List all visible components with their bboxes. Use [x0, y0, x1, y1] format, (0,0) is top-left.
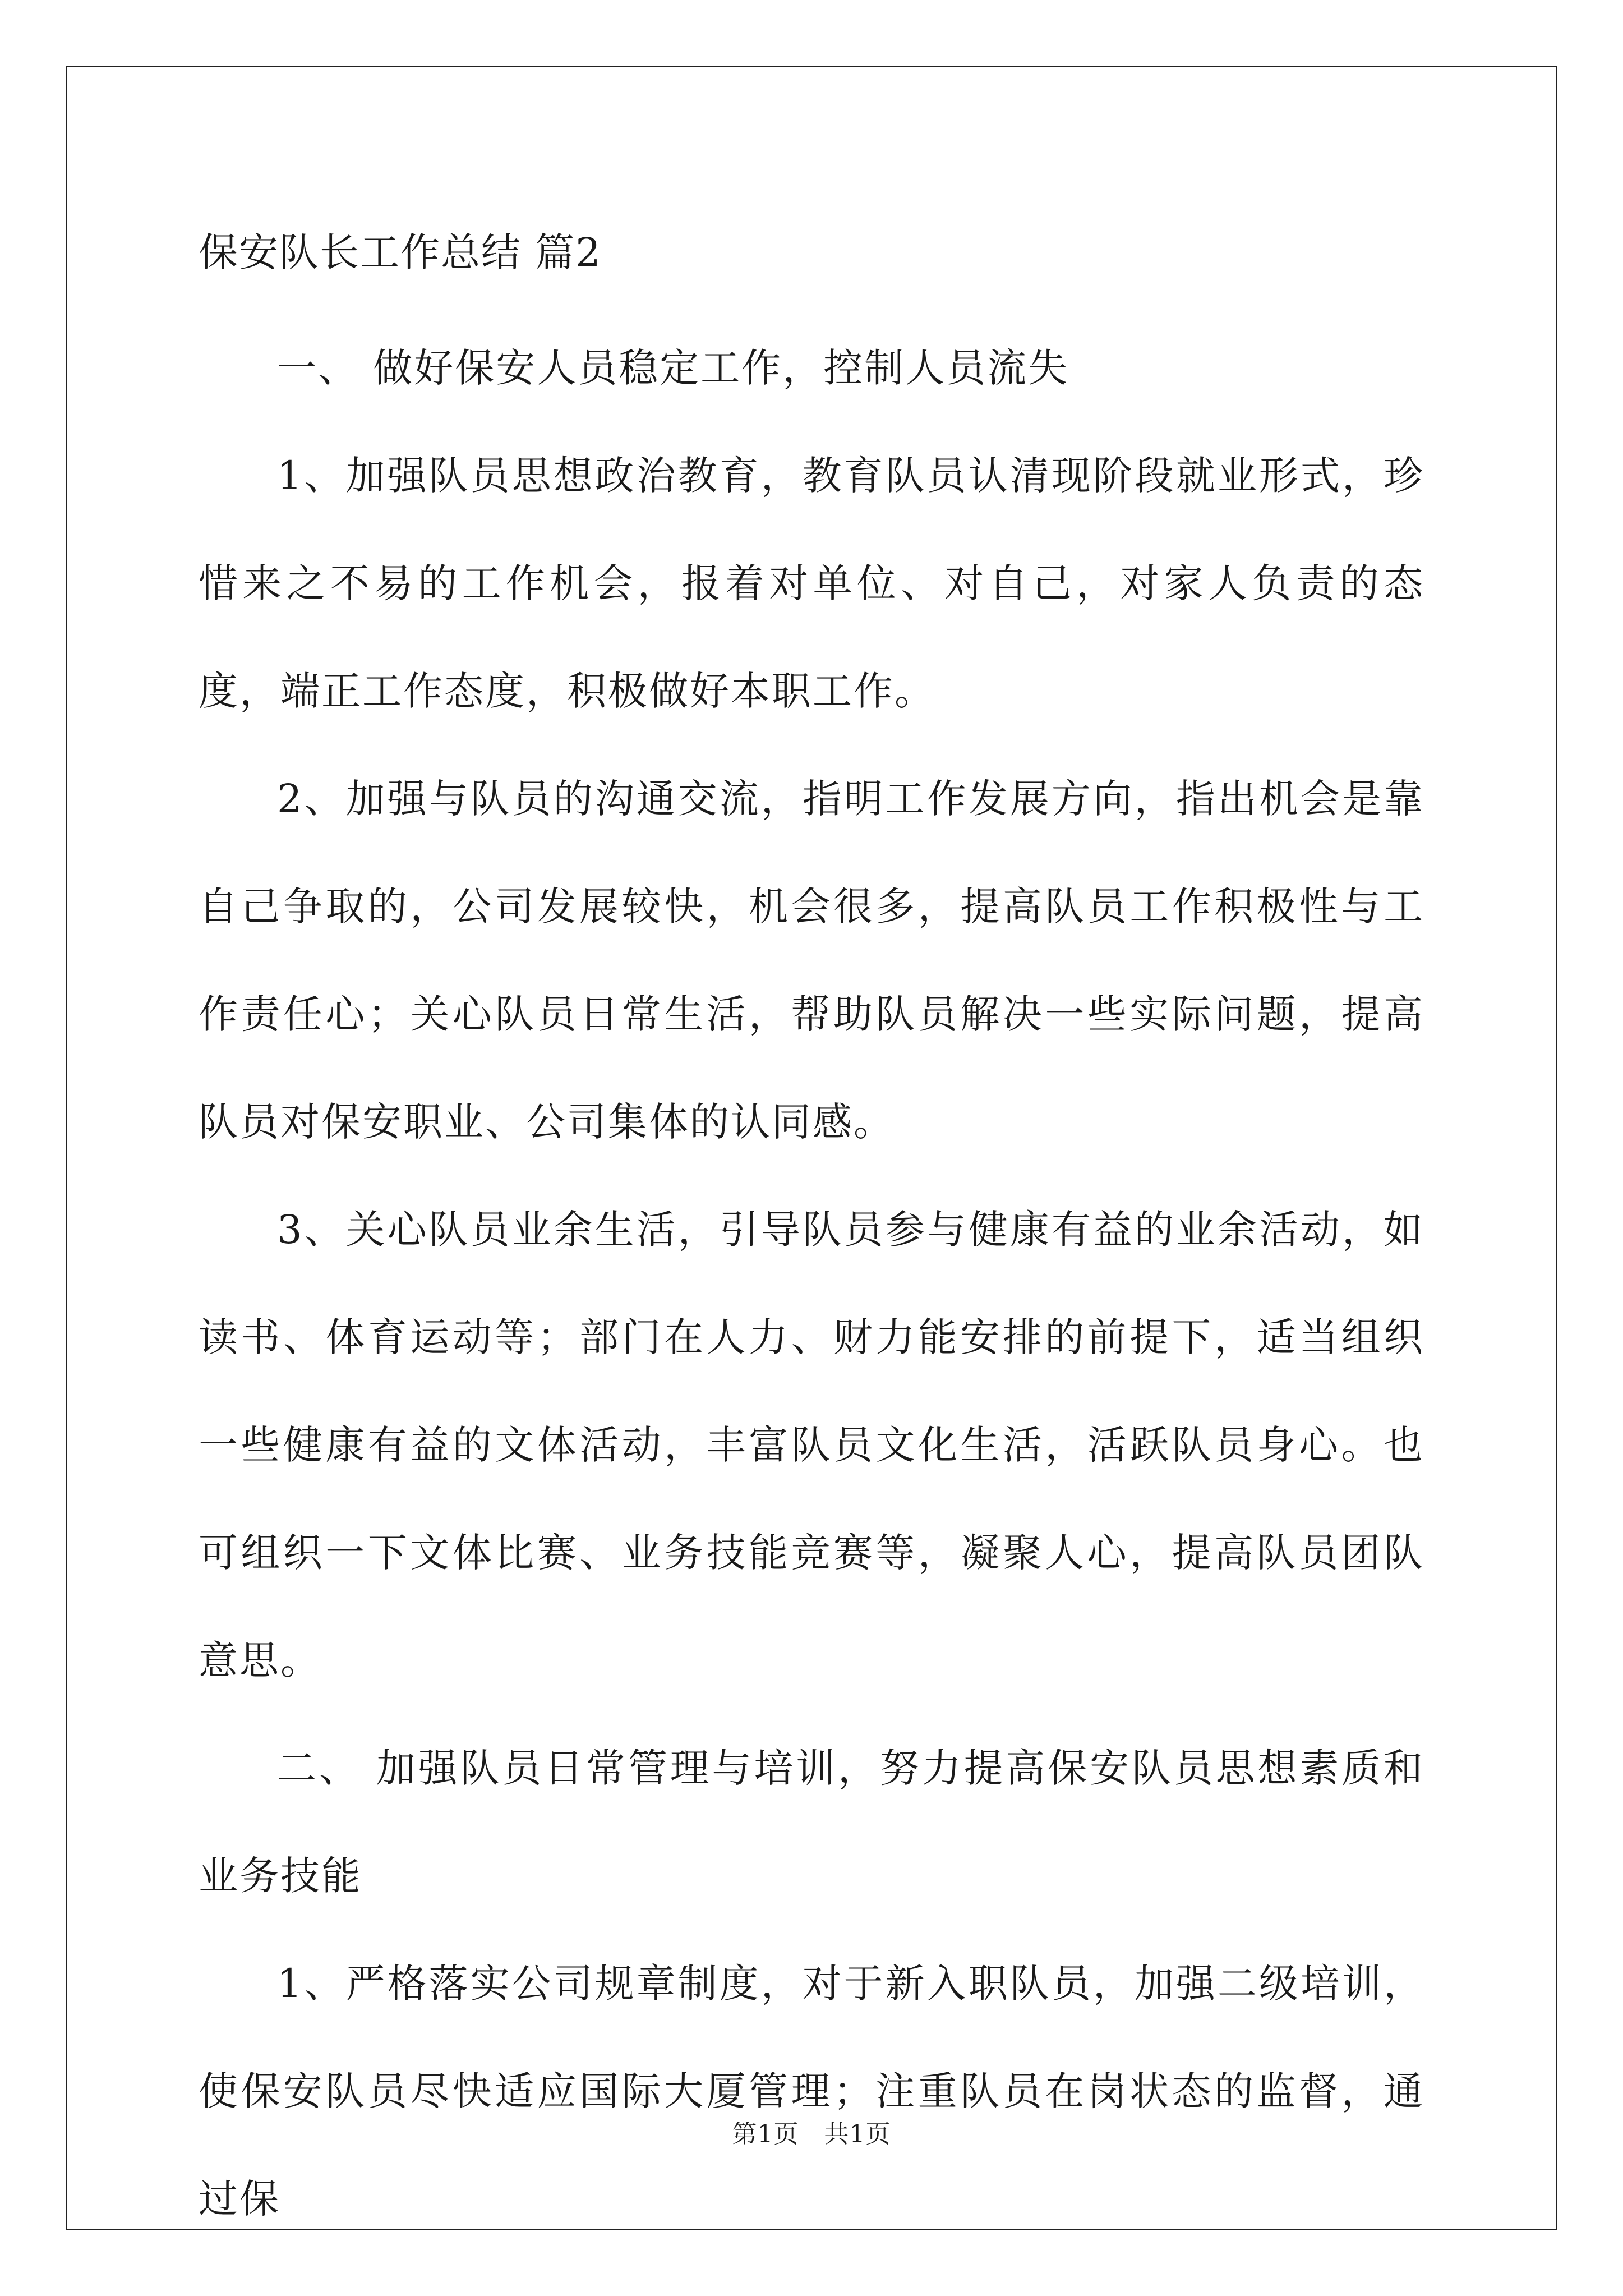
section-heading-2: 二、 加强队员日常管理与培训，努力提高保安队员思想素质和业务技能	[199, 1745, 1424, 1899]
document-title: 保安队长工作总结 篇2	[199, 229, 602, 275]
paragraph-2-1: 1、严格落实公司规章制度，对于新入职队员，加强二级培训，使保安队员尽快适应国际大厦管理；注重队员在岗状态的监督，通过保	[199, 1961, 1424, 2222]
page-footer: 第1页 共1页	[732, 2120, 891, 2148]
section-heading-1: 一、 做好保安人员稳定工作，控制人员流失	[277, 345, 1069, 391]
document-body	[199, 208, 1424, 2253]
paragraph-1-2: 2、加强与队员的沟通交流，指明工作发展方向，指出机会是靠自己争取的，公司发展较快，机会很多，提高队员工作积极性与工作责任心；关心队员日常生活，帮助队员解决一些实际问题，提高队员对保安职业、公司集体的认同感。	[199, 776, 1424, 1145]
paragraph-1-1: 1、加强队员思想政治教育，教育队员认清现阶段就业形式，珍惜来之不易的工作机会，报着对单位、对自己，对家人负责的态度，端正工作态度，积极做好本职工作。	[199, 453, 1424, 714]
paragraph-1-3: 3、关心队员业余生活，引导队员参与健康有益的业余活动，如读书、体育运动等；部门在人力、财力能安排的前提下，适当组织一些健康有益的文体活动，丰富队员文化生活，活跃队员身心。也可组织一下文体比赛、业务技能竞赛等，凝聚人心，提高队员团队意思。	[199, 1207, 1424, 1683]
